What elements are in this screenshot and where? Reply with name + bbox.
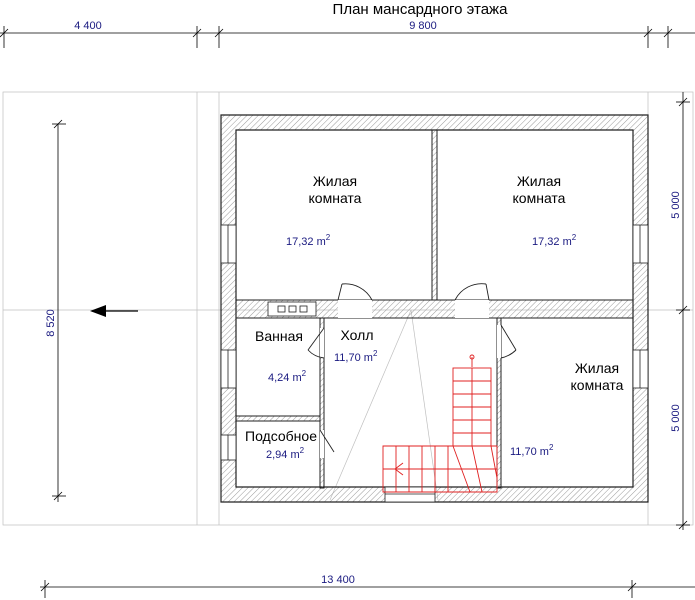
hall-area: 11,70 $m^2$ — [334, 349, 378, 364]
room2-name-line1: Жилая — [516, 173, 562, 189]
room3-name-line2: комната — [570, 377, 624, 393]
room2-name-line2: комната — [512, 190, 566, 206]
dim-right-upper: 5 000 — [670, 191, 682, 219]
room1-name-line2: комната — [308, 190, 362, 206]
hall-name: Холл — [340, 327, 374, 343]
staircase — [383, 355, 497, 492]
dim-right-lower: 5 000 — [670, 404, 682, 432]
utility-name: Подсобное — [245, 428, 317, 444]
room1-area: 17,32 $m^2$ — [286, 233, 331, 248]
dim-left-vertical: 8 520 — [45, 309, 57, 337]
vent-duct — [268, 302, 316, 316]
dim-top-right: 9 800 — [409, 20, 437, 32]
room2-area: 17,32 $m^2$ — [532, 233, 577, 248]
room1-name-line1: Жилая — [312, 173, 358, 189]
utility-area: 2,94 $m^2$ — [266, 446, 305, 461]
right-dimension — [676, 92, 690, 530]
arrow-left-icon — [90, 305, 138, 317]
room3-area: 11,70 $m^2$ — [510, 443, 554, 458]
top-dimension — [0, 26, 695, 48]
dim-top-left: 4 400 — [74, 20, 102, 32]
dim-bottom: 13 400 — [321, 574, 355, 586]
plan-title: План мансардного этажа — [332, 1, 508, 18]
bottom-dimension — [40, 580, 695, 598]
bath-name: Ванная — [255, 328, 303, 344]
room3-name-line1: Жилая — [574, 360, 620, 376]
bath-area: 4,24 $m^2$ — [268, 369, 307, 384]
